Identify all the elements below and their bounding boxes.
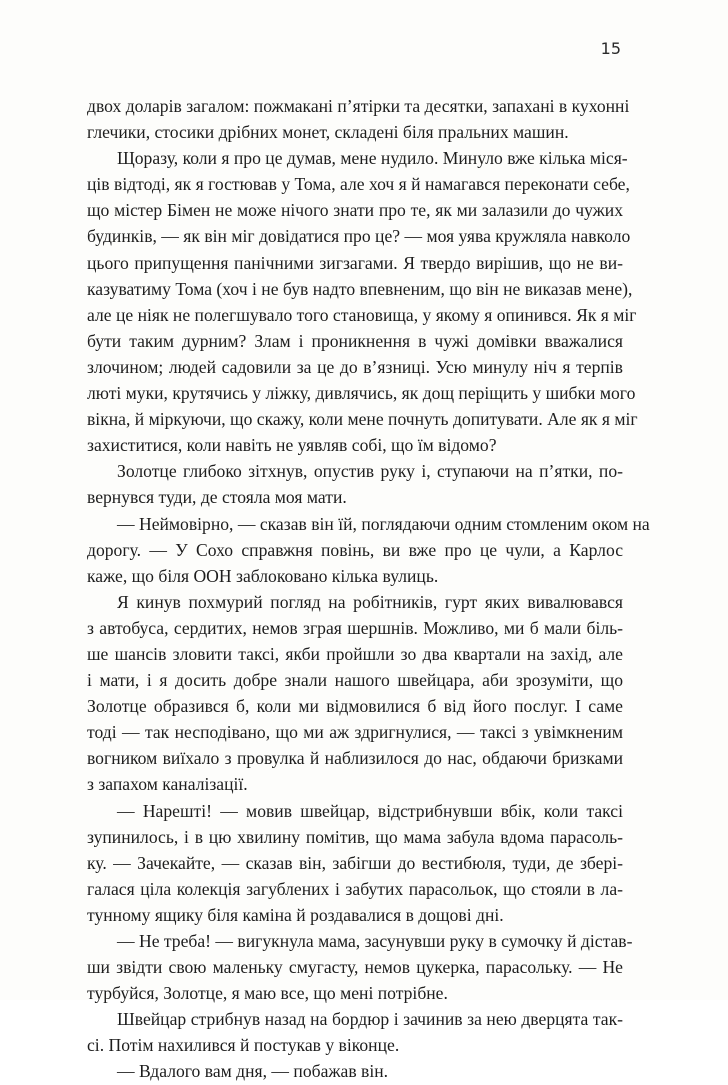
text-line: Швейцар стрибнув назад на бордюр і зачинив за нею дверцята так- [117,1009,623,1030]
text-line: тоді — так несподівано, що ми аж здригнулися, — таксі з увімкненим [87,722,623,743]
text-line: з запахом каналізації. [87,774,248,795]
text-line: глечики, стосики дрібних монет, складені біля пральних машин. [87,122,569,143]
text-line: галася ціла колекція загублених і забутих парасольок, що стояли в ла- [87,878,623,899]
text-line: казуватиму Тома (хоч і не був надто впевненим, що він не виказав мене), [87,278,633,299]
text-line: зупинилось, і в цю хвилину помітив, що мама забула вдома парасоль- [87,826,623,847]
text-line: що містер Бімен не може нічого знати про те, як ми залазили до чужих [87,200,623,221]
text-line: вогником виїхало з провулка й наблизилося до нас, обдаючи бризками [87,748,623,769]
text-line: Я кинув похмурий погляд на робітників, гурт яких вивалювався [117,591,623,612]
text-line: ше шансів зловити таксі, якби пройшли зо два квартали на захід, але [87,643,623,664]
text-line: — Вдалого вам дня, — побажав він. [117,1061,389,1082]
text-line: з автобуса, сердитих, немов зграя шершнів. Можливо, ми б мали біль- [87,617,623,638]
text-line: але це ніяк не полегшувало того становища, у якому я опинився. Як я міг [87,304,637,325]
text-line: злочином; людей садовили за це до в’язниці. Усю минулу ніч я терпів [87,356,623,377]
text-line: вернувся туди, де стояла моя мати. [87,487,347,508]
text-line: — Не треба! — вигукнула мама, засунувши руку в сумочку й дістав- [117,931,633,951]
text-line: захиститися, коли навіть не уявляв собі, що їм відомо? [87,435,497,456]
text-line: турбуйся, Золотце, я маю все, що мені потрібне. [87,983,448,1004]
body-text [87,93,650,1085]
text-line: і мати, і я досить добре знали нашого швейцара, аби зрозуміти, що [87,670,623,691]
text-line: каже, що біля ООН заблоковано кілька вулиць. [87,565,439,586]
page-number: 15 [600,39,621,58]
text-line: двох доларів загалом: пожмакані п’ятірки та десятки, запахані в кухонні [87,96,630,116]
text-line: ців відтоді, як я гостював у Тома, але хоч я й намагався переконати себе, [87,174,630,195]
text-line: ши звідти свою маленьку смугасту, немов цукерка, парасольку. — Не [87,957,623,978]
text-line: цього припущення панічними зигзагами. Я твердо вирішив, що не ви- [87,252,623,273]
text-line: Золотце образився б, коли ми відмовилися б від його послуг. І саме [87,696,623,717]
text-line: вікна, й міркуючи, що скажу, коли мене почнуть допитувати. Але як я міг [87,409,638,430]
text-line: сі. Потім нахилився й постукав у віконце. [87,1035,400,1056]
text-line: люті муки, крутячись у ліжку, дивлячись, як дощ періщить у шибки мого [87,383,636,404]
text-line: Золотце глибоко зітхнув, опустив руку і, ступаючи на п’ятки, по- [117,461,623,482]
text-line: дорогу. — У Сохо справжня повінь, ви вже про це чули, а Карлос [87,539,623,560]
text-line: — Нарешті! — мовив швейцар, відстрибнувши вбік, коли таксі [117,800,623,821]
text-line: тунному ящику біля каміна й роздавалися в дощові дні. [87,904,504,925]
text-line: — Неймовірно, — сказав він їй, поглядаючи одним стомленим оком на [117,513,650,534]
text-line: ку. — Зачекайте, — сказав він, забігши до вестибюля, туди, де збері- [87,852,623,873]
text-line: бути таким дурним? Злам і проникнення в чужі домівки вважалися [87,330,623,351]
text-line: Щоразу, коли я про це думав, мене нудило. Минуло вже кілька міся- [117,148,628,169]
text-line: будинків, — як він міг довідатися про це? — моя уява кружляла навколо [87,226,631,247]
